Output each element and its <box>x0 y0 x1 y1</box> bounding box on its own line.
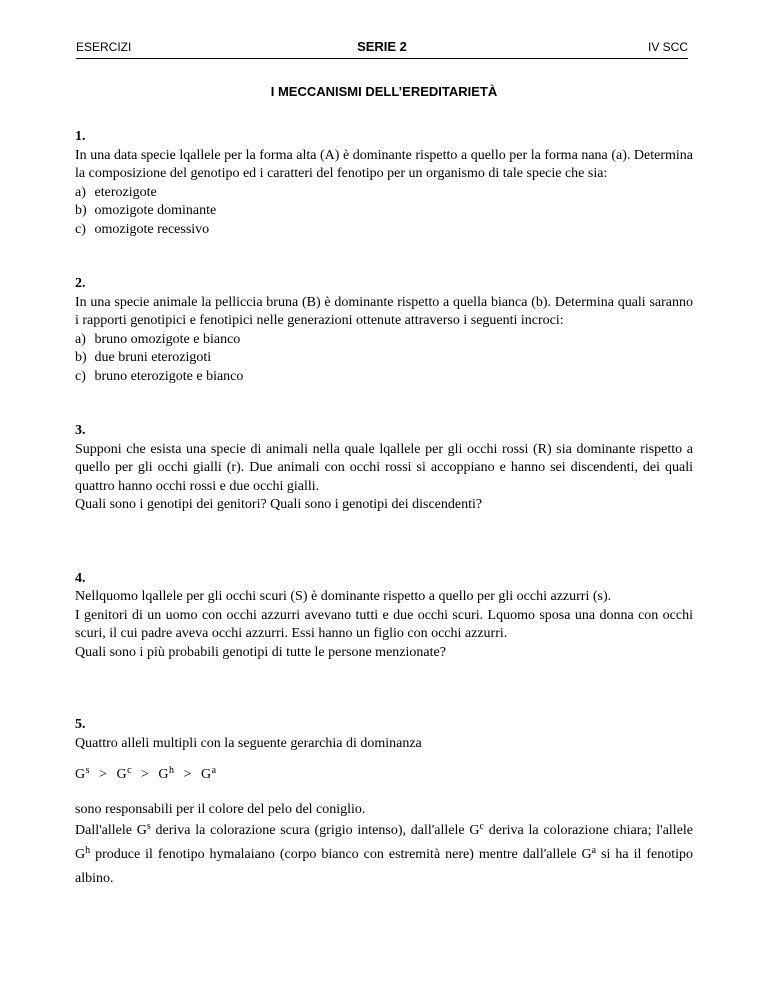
header-series-label: SERIE 2 <box>357 39 407 54</box>
option-label: b) <box>75 350 87 365</box>
exercise-description: Dall'allele $G^s$ deriva la colorazione scura (grigio intenso), dall'allele $G^c$ deriva la colorazione chiara; l'allele $G^h$ produce il fenotipo hymalaiano (corpo bianco con estremità nere) mentre dall'allele $G^a$ si ha il fenotipo albino. <box>75 821 694 886</box>
option-text: omozigote dominante <box>94 203 217 218</box>
option-item <box>75 184 693 203</box>
exercise-text: Supponi che esista una specie di animali nella quale lqallele per gli occhi rossi (R) sia dominante rispetto a quello per gli occhi gialli (r). Due animali con occhi rossi si accoppiano e hanno sei discendenti, dei quali quattro hanno occhi rossi e due occhi gialli. <box>75 441 693 494</box>
option-text: bruno eterozigote e bianco <box>94 368 244 384</box>
exercise-number: 2. <box>75 276 86 291</box>
header-left-label: ESERCIZI <box>76 40 132 54</box>
exercise-text: I genitori di un uomo con occhi azzurri avevano tutti e due occhi scuri. Lquomo sposa una donna con occhi scuri, il cui padre aveva occhi azzurri. Essi hanno un figlio con occhi azzurri. <box>75 607 693 641</box>
dominance-formula <box>75 766 693 785</box>
allele-symbol: $G^s$ <box>75 765 91 782</box>
option-label: b) <box>75 203 87 218</box>
option-label: c) <box>75 368 86 384</box>
allele-symbol: $G^c$ <box>116 765 133 782</box>
exercise-number: 4. <box>75 570 86 586</box>
option-text: eterozigote <box>94 184 157 200</box>
option-text: bruno omozigote e bianco <box>94 331 241 347</box>
header-class-label: IV SCC <box>647 40 688 54</box>
document-title: I MECCANISMI DELL’EREDITARIETÀ <box>270 84 498 99</box>
option-item <box>75 221 693 240</box>
exercise-5 <box>75 716 693 891</box>
option-item <box>75 202 693 221</box>
exercise-3 <box>75 422 693 515</box>
exercise-intro: Quattro alleli multipli con la seguente gerarchia di dominanza <box>75 735 422 751</box>
greater-than-symbol: > <box>99 767 108 782</box>
page-header <box>76 40 688 58</box>
exercise-text: sono responsabili per il colore del pelo del coniglio. <box>75 801 366 817</box>
exercise-number: 5. <box>75 717 86 732</box>
exercise-number: 3. <box>75 423 86 438</box>
exercise-statement: Nellquomo lqallele per gli occhi scuri (S) è dominante rispetto a quello per gli occhi azzurri (s). <box>75 589 612 604</box>
option-list <box>75 331 693 387</box>
exercise-4 <box>75 570 693 663</box>
greater-than-symbol: > <box>141 767 150 782</box>
exercise-number: 1. <box>75 129 86 144</box>
exercise-list <box>75 128 693 891</box>
exercise-question: Quali sono i genotipi dei genitori? Quali sono i genotipi dei discendenti? <box>75 497 483 512</box>
option-item <box>75 331 693 350</box>
option-text: due bruni eterozigoti <box>94 350 212 365</box>
exercise-2 <box>75 275 693 386</box>
option-item <box>75 349 693 368</box>
allele-symbol: $G^h$ <box>158 765 175 782</box>
exercise-text: In una data specie lqallele per la forma alta (A) è dominante rispetto a quello per la forma nana (a). Determina la composizione del genotipo ed i caratteri del fenotipo per un organismo di tale specie che sia: <box>75 147 693 181</box>
option-text: omozigote recessivo <box>94 221 210 237</box>
exercise-text: In una specie animale la pelliccia bruna (B) è dominante rispetto a quella bianca (b). Determina quali saranno i rapporti genotipici e fenotipici nelle generazioni ottenute attraverso i seguenti incroci: <box>75 294 693 328</box>
option-item <box>75 368 693 387</box>
header-divider <box>76 58 688 59</box>
option-label: c) <box>75 221 86 237</box>
option-list <box>75 184 693 240</box>
option-label: a) <box>75 331 86 347</box>
allele-symbol: $G^a$ <box>200 765 217 782</box>
exercise-1 <box>75 128 693 239</box>
option-label: a) <box>75 184 86 200</box>
greater-than-symbol: > <box>183 767 192 782</box>
exercise-question: Quali sono i più probabili genotipi di tutte le persone menzionate? <box>75 644 446 660</box>
